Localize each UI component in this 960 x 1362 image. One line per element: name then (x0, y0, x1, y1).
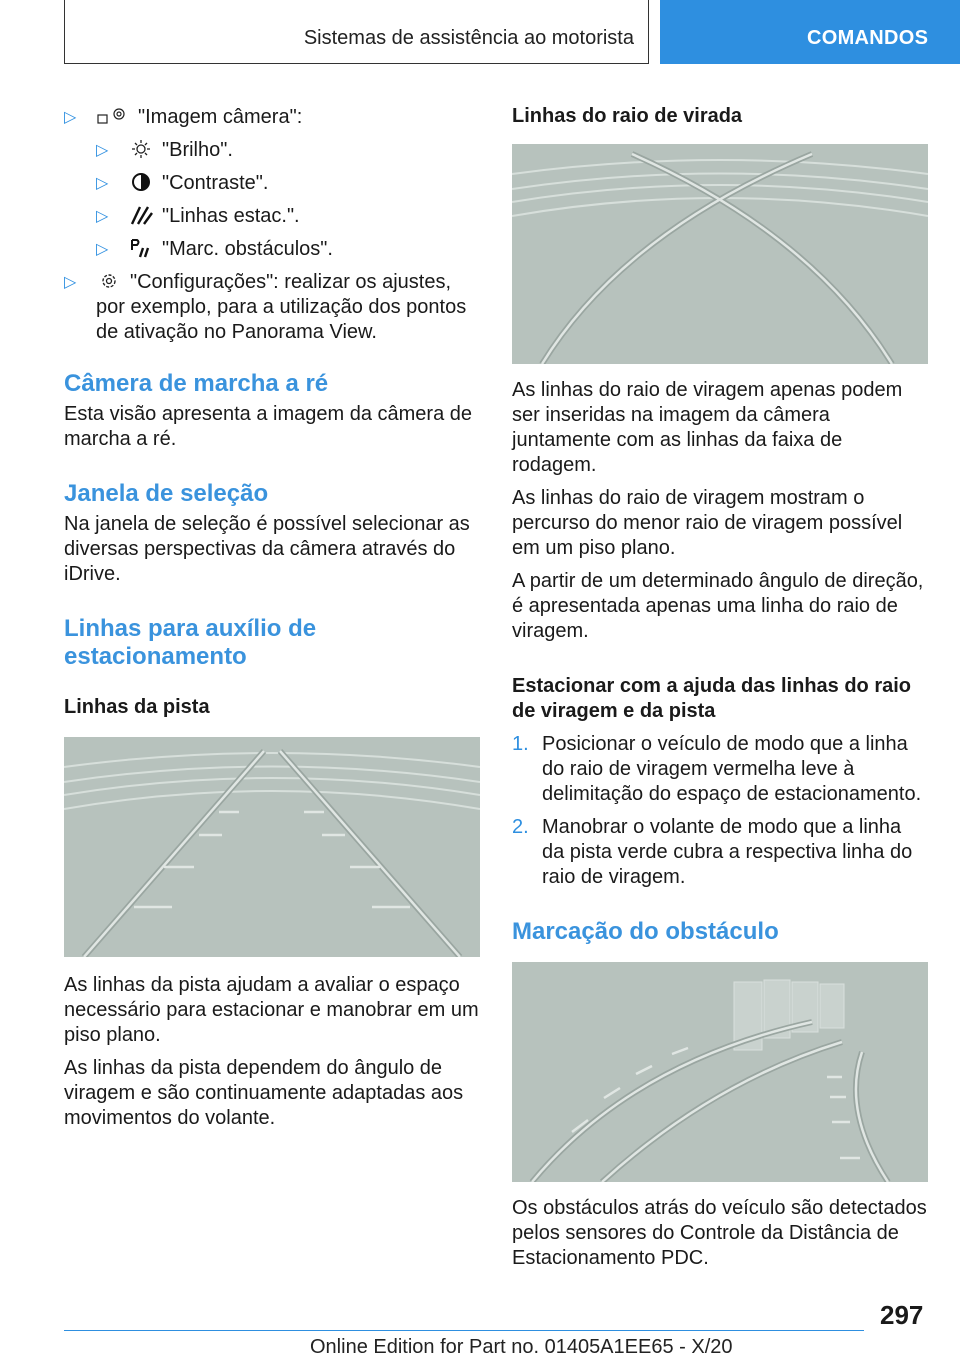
turning-radius-paragraph-3: A partir de um determinado ângulo de direção, é apresentada apenas uma linha do raio de viragem. (512, 570, 924, 642)
section-title: Sistemas de assistência ao motorista (303, 27, 634, 49)
selection-window-heading: Janela de seleção (64, 480, 269, 507)
header-section-box (64, 0, 649, 64)
menu-item-label: "Marc. obstáculos". (162, 238, 333, 260)
gear-icon (96, 271, 122, 291)
menu-item-label: "Contraste". (162, 172, 269, 194)
menu-item-label: "Imagem câmera": (138, 106, 303, 128)
menu-item-camera-image (64, 105, 480, 130)
parking-lines-heading: Linhas para auxílio de estacionamento (64, 615, 317, 670)
rear-camera-heading: Câmera de marcha a ré (64, 370, 329, 397)
step-text: Manobrar o volante de modo que a linha da pista verde cubra a respectiva linha do raio de viragem. (542, 816, 913, 888)
track-lines-paragraph-1: As linhas da pista ajudam a avaliar o espaço necessário para estacionar e manobrar em um piso plano. (64, 974, 479, 1046)
track-lines-image (64, 737, 480, 957)
step-number: 1. (512, 733, 529, 755)
menu-item-parking-lines (64, 204, 480, 229)
menu-item-settings (64, 270, 480, 345)
turning-radius-paragraph-1: As linhas do raio de viragem apenas podem ser inseridas na imagem da câmera juntamente com as linhas da faixa de rodagem. (512, 379, 903, 476)
obstacle-marking-icon (128, 238, 154, 258)
menu-item-label: "Brilho". (162, 139, 233, 161)
triangle-bullet-icon: ▷ (96, 208, 109, 225)
edition-note: Online Edition for Part no. 01405A1EE65 - X/20 (310, 1336, 733, 1358)
selection-window-text: Na janela de seleção é possível selecionar as diversas perspectivas da câmera através do iDrive. (64, 513, 470, 585)
brightness-icon (128, 139, 154, 159)
turning-radius-paragraph-2: As linhas do raio de viragem mostram o percurso do menor raio de viragem possível em um piso plano. (512, 487, 903, 559)
chapter-tab[interactable] (660, 0, 960, 64)
menu-item-label: "Linhas estac.". (162, 205, 300, 227)
triangle-bullet-icon: ▷ (64, 274, 77, 291)
menu-item-obstacle-marking (64, 237, 480, 262)
menu-item-label: "Configurações": realizar os ajustes, por exemplo, para a utilização dos pontos de ativação no Panorama View. (96, 271, 467, 343)
triangle-bullet-icon: ▷ (64, 109, 77, 126)
camera-settings-icon (96, 106, 130, 126)
page-number: 297 (880, 1300, 924, 1330)
parking-help-subheading: Estacionar com a ajuda das linhas do raio de viragem e da pista (512, 675, 912, 722)
right-column (512, 100, 928, 1271)
step-item (512, 732, 928, 807)
menu-item-contrast (64, 171, 480, 196)
obstacle-marking-image (512, 962, 928, 1182)
menu-item-brightness (64, 138, 480, 163)
obstacle-marking-text: Os obstáculos atrás do veículo são detectados pelos sensores do Controle da Distância de Estacionamento PDC. (512, 1197, 927, 1269)
triangle-bullet-icon: ▷ (96, 175, 109, 192)
chapter-tab-label: COMANDOS (807, 27, 929, 49)
step-item (512, 815, 928, 890)
step-text: Posicionar o veículo de modo que a linha do raio de viragem vermelha leve à delimitação do espaço de estacionamento. (542, 733, 922, 805)
triangle-bullet-icon: ▷ (96, 142, 109, 159)
parking-lines-icon (128, 205, 154, 225)
step-number: 2. (512, 816, 529, 838)
left-column (64, 100, 480, 1131)
contrast-icon (128, 172, 154, 192)
track-lines-subheading: Linhas da pista (64, 696, 210, 718)
turning-radius-subheading: Linhas do raio de virada (512, 105, 743, 127)
triangle-bullet-icon: ▷ (96, 241, 109, 258)
turning-radius-image (512, 144, 928, 364)
track-lines-paragraph-2: As linhas da pista dependem do ângulo de viragem e são continuamente adaptadas aos movimentos do volante. (64, 1057, 464, 1129)
rear-camera-text: Esta visão apresenta a imagem da câmera de marcha a ré. (64, 403, 472, 450)
footer-divider (64, 1330, 864, 1331)
obstacle-marking-heading: Marcação do obstáculo (512, 918, 779, 945)
